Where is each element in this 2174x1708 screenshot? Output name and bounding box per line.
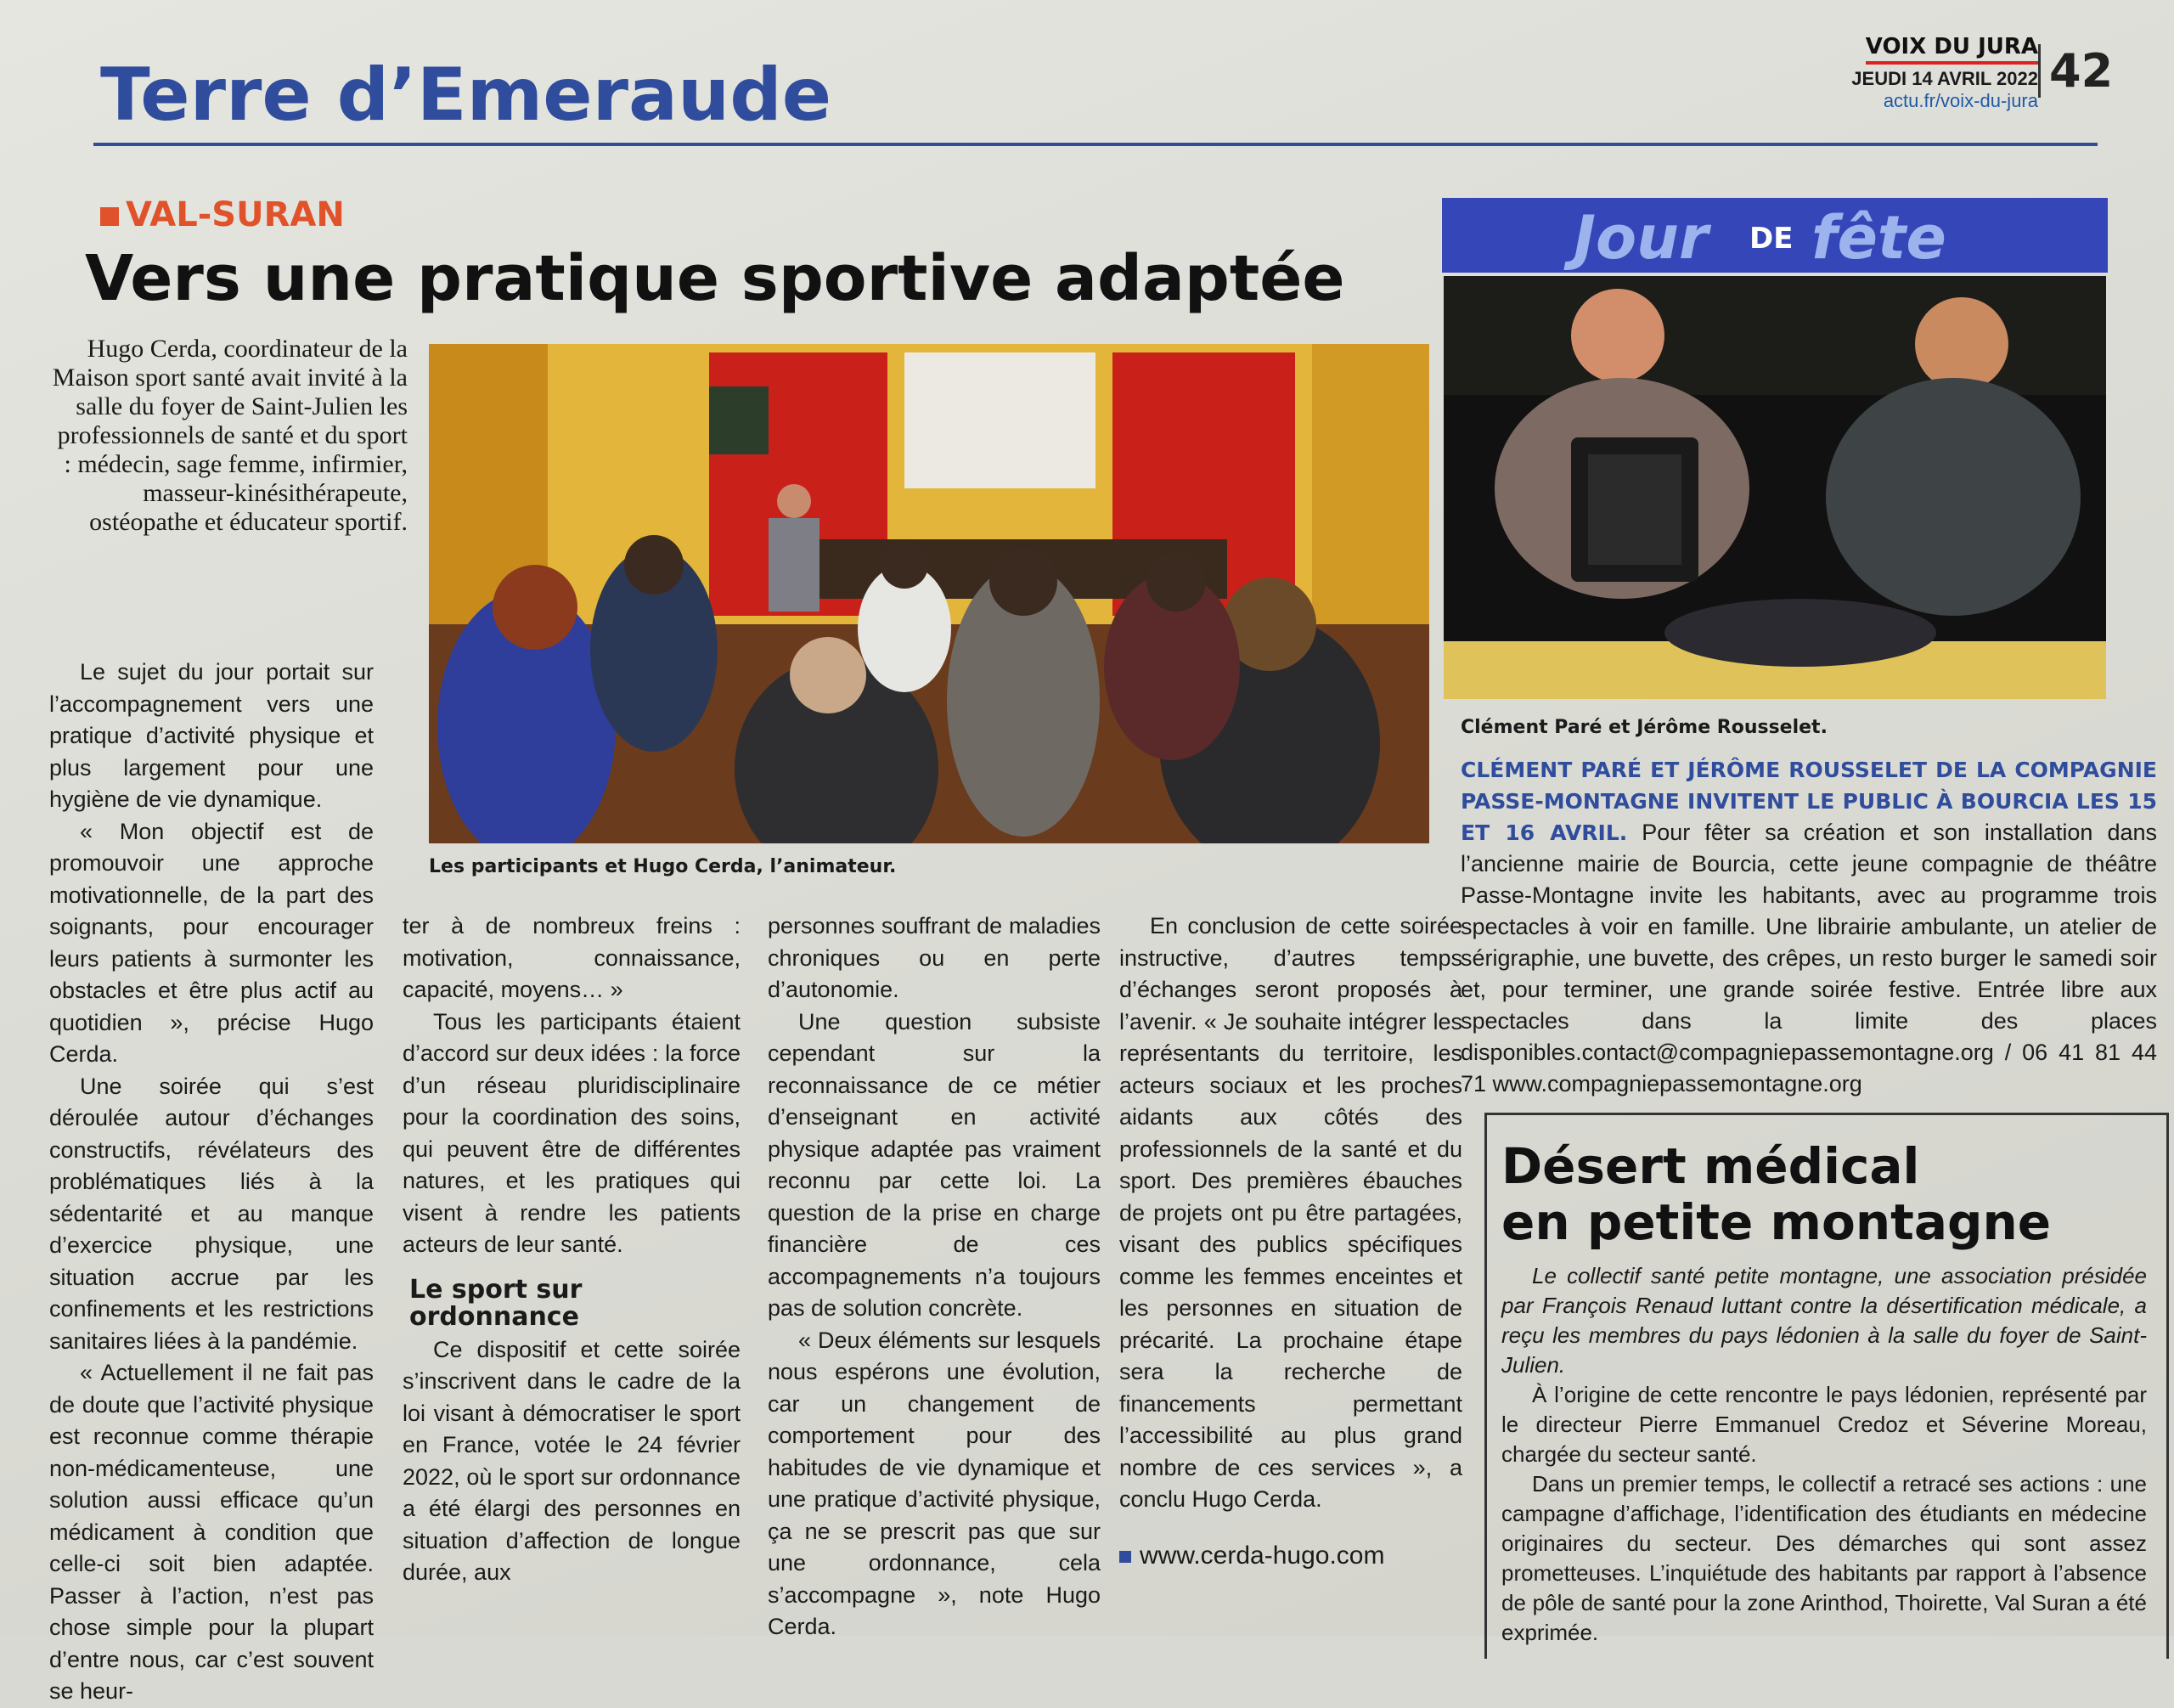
subheading: Le sport sur ordonnance bbox=[409, 1274, 583, 1332]
photo-caption: Les participants et Hugo Cerda, l’animateur. bbox=[429, 856, 897, 877]
page-number: 42 bbox=[2038, 44, 2109, 98]
website-link[interactable] bbox=[1119, 1540, 1462, 1572]
actors-image bbox=[1444, 276, 2106, 699]
kicker-text: VAL-SURAN bbox=[126, 195, 345, 234]
article-column-3 bbox=[768, 910, 1101, 1643]
newspaper-site: actu.fr/voix-du-jura bbox=[1883, 90, 2038, 111]
article-column-1 bbox=[49, 657, 374, 1708]
banner-fete: fête bbox=[1811, 203, 1946, 273]
participants-photo bbox=[429, 344, 1429, 843]
paragraph: « Deux éléments sur lesquels nous espérons une évolution, car un changement de comportement pour des habitudes de vie dynamique et une pratique d’activité physique, ça ne se prescrit pas que sur une ordonnance, cela s’accompagne », note Hugo Cerda. bbox=[768, 1327, 1101, 1639]
paragraph: Une question subsiste cependant sur la reconnaissance de ce métier d’enseignant en activité physique adaptée pas vraiment reconnu par cette loi. La question de la prise en charge financière de ces accompagnements n’a toujours pas de solution concrète. bbox=[768, 1008, 1101, 1321]
issue-date: JEUDI 14 AVRIL 2022 bbox=[1851, 68, 2038, 89]
desert-title bbox=[1501, 1138, 2051, 1250]
article-column-2 bbox=[403, 910, 741, 1589]
header-rule bbox=[93, 143, 2098, 146]
desert-title-line-1: Désert médical bbox=[1501, 1137, 1920, 1195]
fete-lead: CLÉMENT PARÉ ET JÉRÔME ROUSSELET DE LA COMPAGNIE PASSE-MONTAGNE INVITENT LE PUBLIC À BOURCIA LES 15 ET 16 AVRIL. bbox=[1461, 758, 2157, 845]
newspaper-brand: VOIX DU JURA bbox=[1866, 34, 2038, 65]
paragraph: Le sujet du jour portait sur l’accompagnement vers une pratique d’activité physique et plus largement pour une hygiène de vie dynamique. bbox=[49, 659, 374, 812]
paragraph: « Actuellement il ne fait pas de doute que l’activité physique est reconnue comme thérapie non-médicamenteuse, une solution aussi efficace qu’un médicament à condition que celle-ci soit bien adaptée. Passer à l’action, n’est pas chose simple pour la plupart d’entre nous, car c’est souvent se heur- bbox=[49, 1360, 374, 1704]
paragraph: Le collectif santé petite montagne, une association présidée par François Renaud luttant contre la désertification médicale, a reçu les membres du pays lédonien à la salle du foyer de Saint-Julien. bbox=[1501, 1263, 2147, 1378]
desert-body bbox=[1501, 1261, 2147, 1648]
article-column-4 bbox=[1119, 910, 1462, 1571]
paragraph: « Mon objectif est de promouvoir une approche motivationnelle, de la part des soignants, pour encourager leurs patients à surmonter les obstacles et être plus actif au quotidien », précise Hugo Cerda. bbox=[49, 818, 374, 1067]
fete-text bbox=[1461, 754, 2157, 1100]
paragraph: À l’origine de cette rencontre le pays lédonien, représenté par le directeur Pierre Emmanuel Credoz et Séverine Moreau, chargée du secteur santé. bbox=[1501, 1382, 2147, 1467]
article-intro: Hugo Cerda, coordinateur de la Maison sport santé avait invité à la salle du foyer de Saint-Julien les professionnels de santé et du sport : médecin, sage femme, infirmier, masseur-kinésithérapeute, ostéopathe et éducateur sportif. bbox=[52, 335, 408, 536]
paragraph: ter à de nombreux freins : motivation, connaissance, capacité, moyens… » bbox=[403, 913, 741, 1002]
paragraph: Dans un premier temps, le collectif a retracé ses actions : une campagne d’affichage, l’identification des étudiants en médecine originaires du secteur. Des démarches qui sont assez prometteuses. L’inquiétude des habitants par rapport à l’absence de pôle de santé pour la zone Arinthod, Thoirette, Val Suran a été exprimée. bbox=[1501, 1471, 2147, 1645]
paragraph: En conclusion de cette soirée instructive, d’autres temps d’échanges seront proposés à l’avenir. « Je souhaite intégrer les représentants du territoire, les acteurs sociaux et les proches aidants aux côtés des professionnels de la santé et du sport. Des premières ébauches de projets ont pu être partagées, visant des publics spécifiques comme les femmes enceintes et les personnes en situation de précarité. La prochaine étape sera la recherche de financements permettant l’accessibilité au plus grand nombre de ces services », a conclu Hugo Cerda. bbox=[1119, 913, 1462, 1512]
article-headline: Vers une pratique sportive adaptée bbox=[85, 242, 1345, 315]
banner-jour: Jour bbox=[1574, 203, 1709, 273]
desert-title-line-2: en petite montagne bbox=[1501, 1193, 2052, 1251]
article-kicker bbox=[100, 195, 345, 234]
paragraph: Une soirée qui s’est déroulée autour d’échanges constructifs, révélateurs des problématiques liés à la sédentarité et au manque d’exercice physique, une situation accrue par les confinements et les restrictions sanitaires liées à la pandémie. bbox=[49, 1073, 374, 1354]
paragraph: personnes souffrant de maladies chroniques ou en perte d’autonomie. bbox=[768, 913, 1101, 1002]
section-title: Terre d’Emeraude bbox=[100, 53, 832, 138]
bullet-square-icon bbox=[1119, 1551, 1131, 1563]
website-text: www.cerda-hugo.com bbox=[1140, 1541, 1385, 1570]
masthead bbox=[1834, 34, 2038, 112]
jour-de-fete-banner bbox=[1442, 198, 2108, 273]
fete-photo-caption: Clément Paré et Jérôme Rousselet. bbox=[1461, 717, 1828, 738]
meeting-hall-image bbox=[429, 344, 1429, 843]
kicker-square-icon bbox=[100, 207, 119, 226]
paragraph: Ce dispositif et cette soirée s’inscrivent dans le cadre de la loi visant à démocratiser le sport en France, votée le 24 février 2022, où le sport sur ordonnance a été élargi des personnes en situation d’affection de longue durée, aux bbox=[403, 1336, 741, 1585]
fete-body: Pour fêter sa création et son installation dans l’ancienne mairie de Bourcia, cette jeune compagnie de théâtre Passe-Montagne invite les habitants, avec au programme trois spectacles à voir en famille. Une librairie ambulante, un atelier de sérigraphie, une buvette, des crêpes, un resto burger le samedi soir et, pour terminer, une grande soirée festive. Entrée libre aux spectacles dans la limite des places disponibles.contact@compagniepassemontagne.org / 06 41 81 44 71 www.compagniepassemontagne.org bbox=[1461, 820, 2157, 1096]
accordion-photo bbox=[1444, 276, 2106, 699]
banner-de: DE bbox=[1749, 222, 1794, 256]
paragraph: Tous les participants étaient d’accord sur deux idées : la force d’un réseau pluridisciplinaire pour la coordination des soins, qui peuvent être de différentes natures, et les pratiques qui visent à rendre les patients acteurs de leur santé. bbox=[403, 1008, 741, 1257]
